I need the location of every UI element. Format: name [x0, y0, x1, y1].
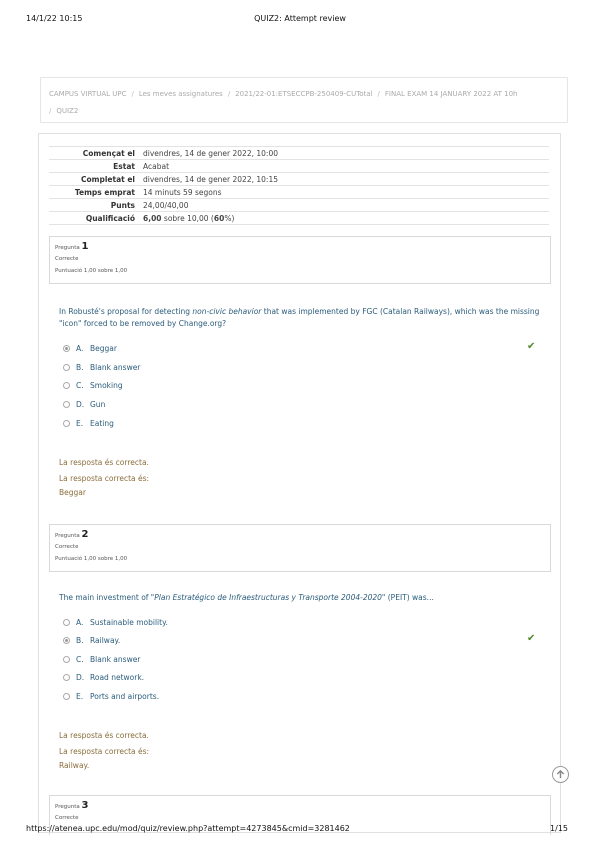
question-state: Correcte — [55, 544, 79, 550]
answer-option[interactable]: D. Road network. — [63, 671, 144, 683]
question-state: Correcte — [55, 256, 79, 262]
print-title: QUIZ2: Attempt review — [254, 14, 346, 23]
answer-option[interactable]: B. Blank answer — [63, 361, 140, 373]
breadcrumb: CAMPUS VIRTUAL UPC / Les meves assignatures / 2021/22-01:ETSECCPB-250409-CUTotal / FINAL EXAM 14 JANUARY 2022 AT 10h / QUIZ2 — [40, 77, 568, 123]
check-icon: ✔ — [527, 341, 536, 352]
table-row: Punts 24,00/40,00 — [49, 199, 549, 212]
radio-selected[interactable] — [63, 637, 70, 644]
question-feedback: La resposta és correcta. La resposta correcta és: Railway. — [59, 729, 544, 773]
table-row: Començat el divendres, 14 de gener 2022, 10:00 — [49, 147, 549, 160]
grade-score: 6,00 — [143, 213, 162, 223]
question-text: In Robusté's proposal for detecting non-civic behavior that was implemented by FGC (Catalan Railways), which was the missing "icon" forced to be removed by Change.org? — [59, 307, 540, 328]
radio-selected[interactable] — [63, 345, 70, 352]
table-row: Completat el divendres, 14 de gener 2022, 10:15 — [49, 173, 549, 186]
print-url: https://atenea.upc.edu/mod/quiz/review.php?attempt=4273845&cmid=3281462 — [26, 824, 350, 833]
answer-option[interactable]: C. Blank answer — [63, 653, 140, 665]
question-points: Puntuació 1,00 sobre 1,00 — [55, 268, 128, 274]
print-footer — [26, 824, 574, 836]
radio[interactable] — [63, 382, 70, 389]
question-number: 2 — [81, 529, 89, 540]
answer-option[interactable]: B. Railway. — [63, 634, 120, 646]
right-answer: Railway. — [59, 761, 90, 770]
question-info: Pregunta 3 Correcte — [49, 795, 551, 835]
answer-option[interactable]: E. Ports and airports. — [63, 690, 159, 702]
grade-percent: 60 — [213, 213, 225, 223]
breadcrumb-item[interactable]: CAMPUS VIRTUAL UPC — [49, 90, 127, 98]
breadcrumb-item[interactable]: 2021/22-01:ETSECCPB-250409-CUTotal — [235, 90, 373, 98]
print-date: 14/1/22 10:15 — [26, 14, 83, 23]
arrow-up-circle-icon[interactable] — [552, 766, 569, 783]
question-state: Correcte — [55, 815, 79, 821]
breadcrumb-item[interactable]: Les meves assignatures — [138, 90, 223, 98]
question-text: The main investment of "Plan Estratégico de Infraestructuras y Transporte 2004-2020" (PEIT) was... — [59, 593, 434, 602]
answer-option[interactable]: A. Sustainable mobility. — [63, 616, 168, 628]
attempt-summary-table — [49, 146, 549, 225]
table-row: Temps emprat 14 minuts 59 segons — [49, 186, 549, 199]
radio[interactable] — [63, 364, 70, 371]
question-points: Puntuació 1,00 sobre 1,00 — [55, 556, 128, 562]
question-info: Pregunta 2 Correcte Puntuació 1,00 sobre 1,00 — [49, 524, 551, 572]
table-row: Qualificació 6,00 sobre 10,00 (60%) — [49, 212, 549, 225]
radio[interactable] — [63, 420, 70, 427]
table-row: Estat Acabat — [49, 160, 549, 173]
attempt-review — [38, 133, 561, 833]
radio[interactable] — [63, 401, 70, 408]
right-answer: Beggar — [59, 488, 86, 497]
radio[interactable] — [63, 693, 70, 700]
question-number: 1 — [81, 241, 89, 252]
breadcrumb-item[interactable]: FINAL EXAM 14 JANUARY 2022 AT 10h — [384, 90, 518, 98]
answer-option[interactable]: D. Gun — [63, 398, 105, 410]
page-number: 1/15 — [550, 824, 568, 833]
answer-option[interactable]: A. Beggar — [63, 342, 117, 354]
radio[interactable] — [63, 674, 70, 681]
answer-option[interactable]: E. Eating — [63, 417, 114, 429]
radio[interactable] — [63, 656, 70, 663]
breadcrumb-item[interactable]: QUIZ2 — [56, 107, 79, 115]
radio[interactable] — [63, 619, 70, 626]
print-header — [26, 14, 574, 26]
question-info: Pregunta 1 Correcte Puntuació 1,00 sobre 1,00 — [49, 236, 551, 284]
check-icon: ✔ — [527, 633, 536, 644]
answer-option[interactable]: C. Smoking — [63, 379, 123, 391]
question-feedback: La resposta és correcta. La resposta correcta és: Beggar — [59, 456, 544, 500]
question-number: 3 — [81, 800, 89, 811]
